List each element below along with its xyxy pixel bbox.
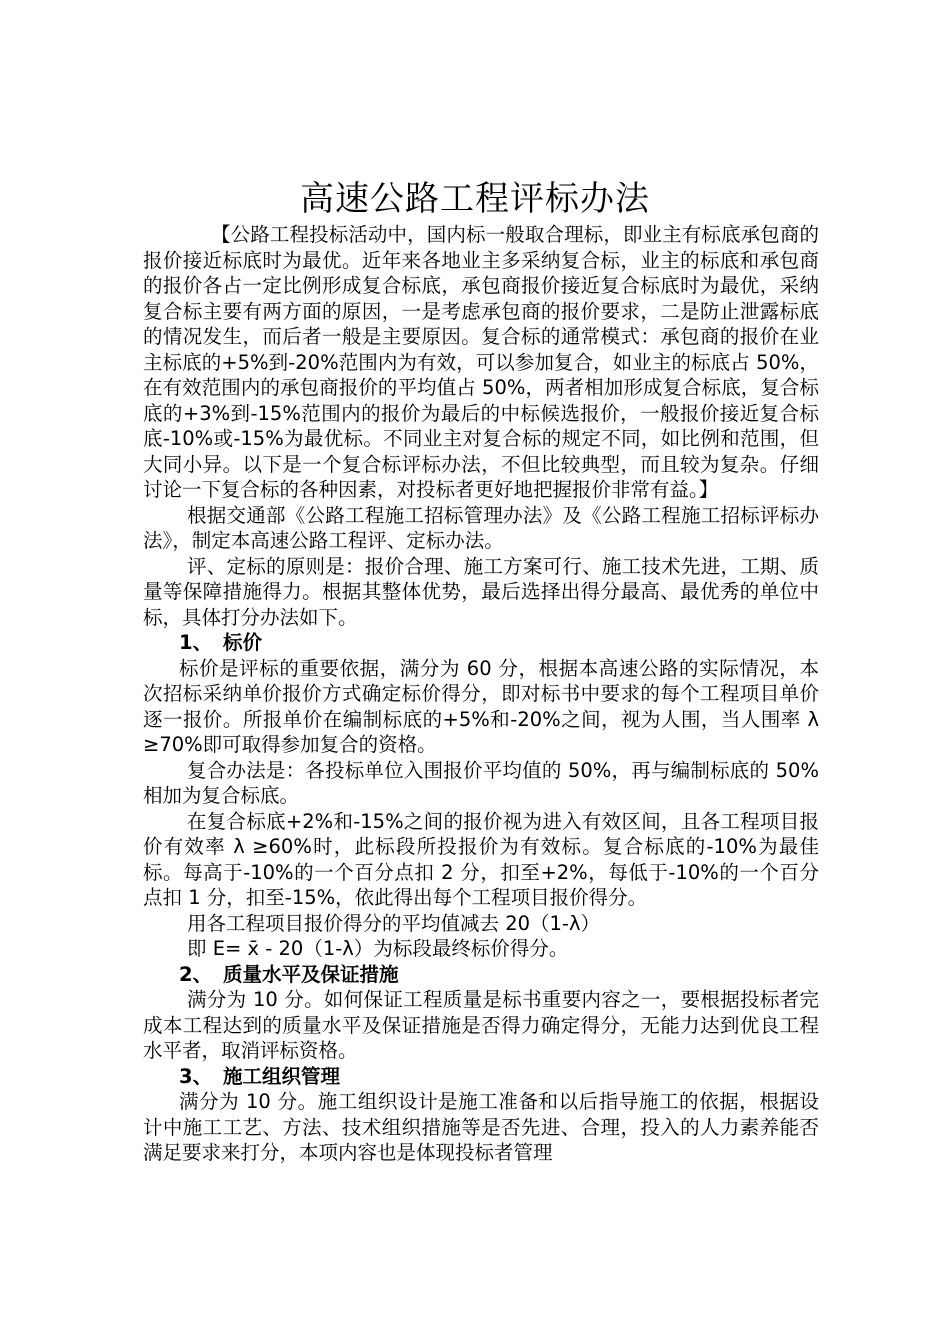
section-3-paragraph-1: 满分为 10 分。施工组织设计是施工准备和以后指导施工的依据，根据设计中施工工艺、方法、技术组织措施等是否先进、合理，投入的人力素养能否满足要求来打分，本项内容也是体现投标者管理 [143,1090,819,1164]
section-1-paragraph-2: 复合办法是：各投标单位入围报价平均值的 50%，再与编制标底的 50%相加为复合标底。 [143,758,819,807]
section-1-number: 1、 [179,631,213,654]
section-2-paragraph-1: 满分为 10 分。如何保证工程质量是标书重要内容之一，要根据投标者完成本工程达到的质量水平及保证措施是否得力确定得分，无能力达到优良工程水平者，取消评标资格。 [143,988,819,1062]
section-2-heading [143,962,819,988]
section-1-paragraph-4: 用各工程项目报价得分的平均值减去 20（1-λ） [187,911,600,935]
section-3-number: 3、 [179,1064,213,1088]
section-2-number: 2、 [179,962,213,986]
principle-paragraph: 评、定标的原则是：报价合理、施工方案可行、施工技术先进，工期、质量等保障措施得力。根据其整体优势，最后选择出得分最高、最优秀的单位中标，具体打分办法如下。 [143,554,819,629]
section-1-paragraph-3: 在复合标底+2%和-15%之间的报价视为进入有效区间，且各工程项目报价有效率 λ ≥60%时，此标段所投报价为有效标。复合标底的-10%为最佳标。每高于-10%的一个百分点扣 2 分，扣至+2%，每低于-10%的一个百分点扣 1 分，扣至-15%，依此得出每个工程项目报价得分。 [143,809,819,909]
section-1-paragraph-1: 标价是评标的重要依据，满分为 60 分，根据本高速公路的实际情况，本次招标采纳单价报价方式确定标价得分，即对标书中要求的每个工程项目单价逐一报价。所报单价在编制标底的+5%和-20%之间，视为人围，当人围率 λ ≥70%即可取得参加复合的资格。 [143,656,819,756]
section-2-title: 质量水平及保证措施 [223,962,399,986]
section-1-heading [143,630,819,656]
section-3-title: 施工组织管理 [223,1064,341,1088]
intro-paragraph: 【公路工程投标活动中，国内标一般取合理标，即业主有标底承包商的报价接近标底时为最优。近年来各地业主多采纳复合标，业主的标底和承包商的报价各占一定比例形成复合标底，承包商报价接近复合标底时为最优，采纳复合标主要有两方面的原因，一是考虑承包商的报价要求，二是防止泄露标底的情况发生，而后者一般是主要原因。复合标的通常模式：承包商的报价在业主标底的+5%到-20%范围内为有效，可以参加复合，如业主的标底占 50%，在有效范围内的承包商报价的平均值占 50%，两者相加形成复合标底，复合标底的+3%到-15%范围内的报价为最后的中标候选报价，一般报价接近复合标底-10%或-15%为最优标。不同业主对复合标的规定不同，如比例和范围，但大同小异。以下是一个复合标评标办法，不但比较典型，而且较为复杂。仔细讨论一下复合标的各种因素，对投标者更好地把握报价非常有益。】 [143,223,819,501]
section-3-heading [143,1064,819,1090]
document-title: 高速公路工程评标办法 [300,179,650,219]
section-1-title: 标价 [223,631,263,654]
section-1-formula: 即 E= x̄ - 20（1-λ）为标段最终标价得分。 [187,937,569,960]
document-body [143,222,819,1166]
basis-paragraph: 根据交通部《公路工程施工招标管理办法》及《公路工程施工招标评标办法》，制定本高速公路工程评、定标办法。 [143,503,819,552]
